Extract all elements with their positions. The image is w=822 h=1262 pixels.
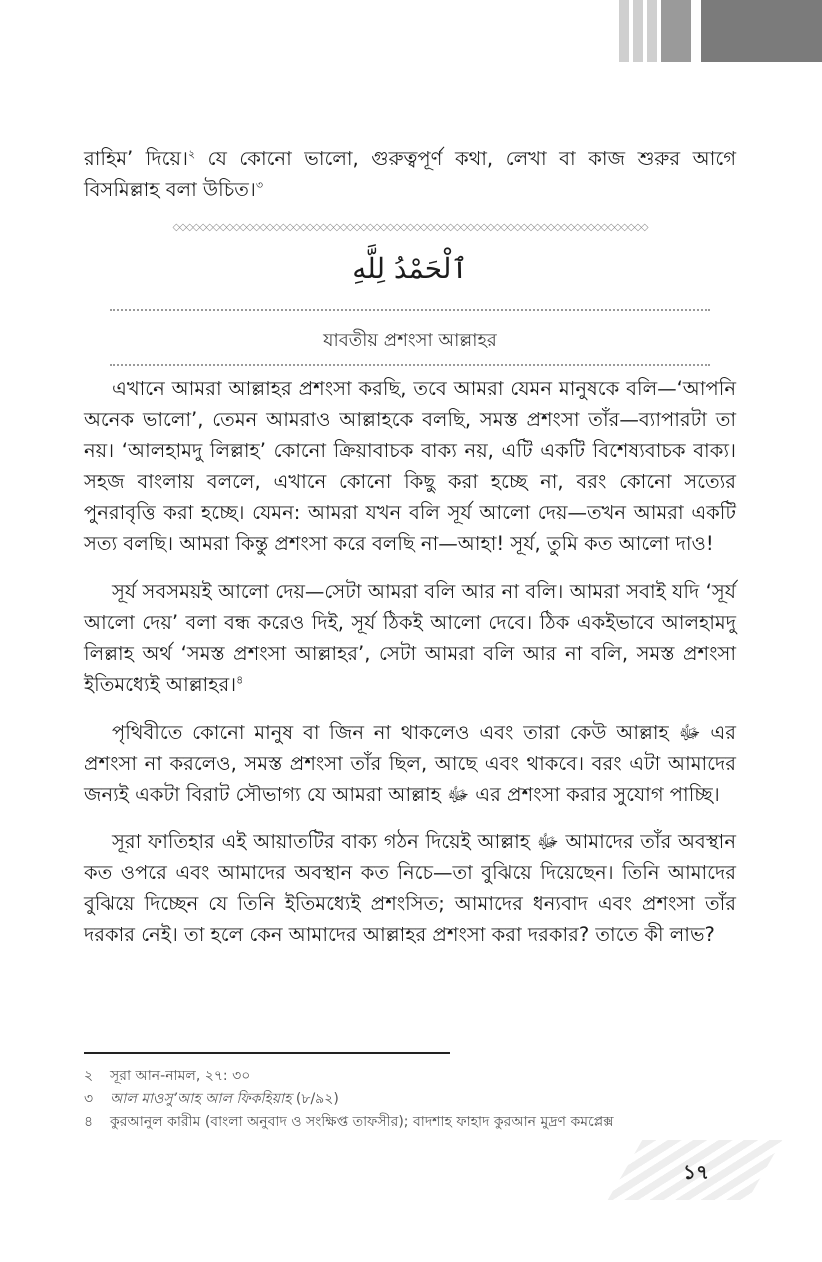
dotted-rule-bottom [110, 364, 710, 366]
footnote-number: ২ [84, 1068, 94, 1084]
edge-tab-light [647, 0, 657, 62]
footnote-rule [84, 1052, 450, 1054]
footnote-text: (৮/৯২) [291, 1091, 339, 1107]
dotted-rule-top [110, 309, 710, 311]
intro-text-1: রাহিম’ দিয়ে। [84, 147, 188, 170]
ornament-divider: ◇◇◇◇◇◇◇◇◇◇◇◇◇◇◇◇◇◇◇◇◇◇◇◇◇◇◇◇◇◇◇◇◇◇◇◇◇◇◇◇◇◇◇◇◇◇◇◇◇◇◇◇◇◇◇◇◇◇◇◇◇◇◇◇◇◇◇◇◇◇◇ [172, 222, 648, 233]
footnote-1 [84, 1064, 744, 1088]
footnote-ref: ৩ [255, 178, 263, 192]
edge-tab-dark [701, 0, 822, 62]
footnote-text: সূরা আন-নামল, ২৭: ৩০ [110, 1068, 251, 1084]
body-paragraph-3: পৃথিবীতে কোনো মানুষ বা জিন না থাকলেও এবং তারা কেউ আল্লাহ ﷻ এর প্রশংসা না করলেও, সমস্ত প্রশংসা তাঁর ছিল, আছে এবং থাকবে। বরং এটা আমাদের জন্যই একটা বিরাট সৌভাগ্য যে আমরা আল্লাহ ﷻ এর প্রশংসা করার সুযোগ পাচ্ছি। [84, 721, 736, 806]
footnote-title: আল মাওসু’আহ আল ফিকহিয়াহ [110, 1091, 292, 1107]
page-number: ১৭ [683, 1160, 709, 1184]
footnote-number: ৩ [84, 1091, 94, 1107]
body-paragraph-1: এখানে আমরা আল্লাহর প্রশংসা করছি, তবে আমরা যেমন মানুষকে বলি—‘আপনি অনেক ভালো’, তেমন আমরাও আল্লাহকে বলছি, সমস্ত প্রশংসা তাঁর—ব্যাপারটা তা নয়। ‘আলহামদু লিল্লাহ’ কোনো ক্রিয়াবাচক বাক্য নয়, এটি একটি বিশেষ্যবাচক বাক্য। সহজ বাংলায় বললে, এখানে কোনো কিছু করা হচ্ছে না, বরং কোনো সত্যের পুনরাবৃত্তি করা হচ্ছে। যেমন: আমরা যখন বলি সূর্য আলো দেয়—তখন আমরা একটি সত্য বলছি। আমরা কিন্তু প্রশংসা করে বলছি না—আহা! সূর্য, তুমি কত আলো দাও! [84, 377, 736, 555]
page-edge-tabs [619, 0, 822, 62]
edge-tab-light [619, 0, 629, 62]
edge-tab-light [633, 0, 643, 62]
section-subheading: যাবতীয় প্রশংসা আল্লাহর [323, 330, 497, 351]
edge-tab-mid [661, 0, 691, 62]
footnote-number: ৪ [84, 1114, 94, 1130]
arabic-heading: ٱلْحَمْدُ لِلَّهِ [352, 252, 468, 285]
body-paragraph-2 [84, 576, 736, 700]
footnote-ref: ৪ [236, 673, 244, 687]
intro-text-2: যে কোনো ভালো, গুরুত্বপূর্ণ কথা, লেখা বা কাজ শুরুর আগে বিসমিল্লাহ বলা উচিত। [84, 147, 736, 201]
paragraph-2-text: সূর্য সবসময়ই আলো দেয়—সেটা আমরা বলি আর না বলি। আমরা সবাই যদি ‘সূর্য আলো দেয়’ বলা বন্ধ করেও দিই, সূর্য ঠিকই আলো দেবে। ঠিক একইভাবে আলহামদু লিল্লাহ অর্থ ‘সমস্ত প্রশংসা আল্লাহর’, সেটা আমরা বলি আর না বলি, সমস্ত প্রশংসা ইতিমধ্যেই আল্লাহর। [84, 580, 736, 696]
footnote-2 [84, 1087, 744, 1111]
footnote-text: কুরআনুল কারীম (বাংলা অনুবাদ ও সংক্ষিপ্ত তাফসীর); বাদশাহ ফাহাদ কুরআন মুদ্রণ কমপ্লেক্স [110, 1114, 614, 1130]
body-paragraph-4: সূরা ফাতিহার এই আয়াতটির বাক্য গঠন দিয়েই আল্লাহ ﷻ আমাদের তাঁর অবস্থান কত ওপরে এবং আমাদের অবস্থান কত নিচে—তা বুঝিয়ে দিয়েছেন। তিনি আমাদের বুঝিয়ে দিচ্ছেন যে তিনি ইতিমধ্যেই প্রশংসিত; আমাদের ধন্যবাদ এবং প্রশংসা তাঁর দরকার নেই। তা হলে কেন আমাদের আল্লাহর প্রশংসা করা দরকার? তাতে কী লাভ? [84, 830, 736, 946]
footnote-ref: ২ [187, 147, 196, 161]
intro-paragraph [84, 143, 736, 205]
footnote-3 [84, 1110, 744, 1134]
